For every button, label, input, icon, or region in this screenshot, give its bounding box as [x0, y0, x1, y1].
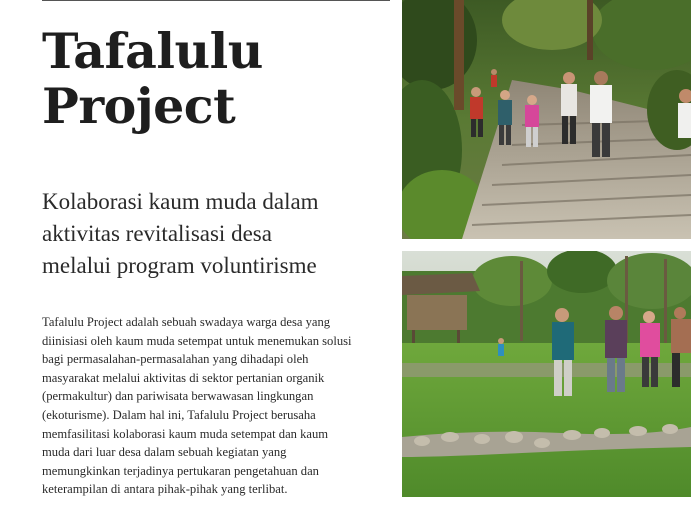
title-line-1: Tafalulu [42, 22, 263, 80]
body-line: keterampilan di antara pihak-pihak yang terlibat. [42, 482, 288, 497]
body-line: memfasilitasi kolaborasi kaum muda setempat dan kaum [42, 426, 329, 441]
body-line: diinisiasi oleh kaum muda setempat untuk menemukan solusi [42, 333, 352, 348]
body-paragraph [42, 313, 392, 499]
subtitle-line: melalui program voluntirisme [42, 253, 317, 278]
top-rule [42, 0, 390, 1]
body-line: (permakultur) dan pariwisata berwawasan lingkungan [42, 389, 314, 404]
body-line: memungkinkan terjadinya pertukaran pengetahuan dan [42, 463, 319, 478]
subtitle-line: Kolaborasi kaum muda dalam [42, 189, 319, 214]
photo-stone-steps [402, 0, 691, 239]
body-line: Tafalulu Project adalah sebuah swadaya warga desa yang [42, 315, 331, 329]
page-title [42, 24, 392, 134]
photo-rice-field [402, 251, 691, 497]
subtitle-line: aktivitas revitalisasi desa [42, 221, 272, 246]
body-line: (ekoturisme). Dalam hal ini, Tafalulu Project berusaha [42, 407, 316, 422]
body-line: bagi permasalahan-permasalahan yang dihadapi oleh [42, 352, 309, 367]
title-line-2: Project [42, 77, 236, 135]
body-line: muda dari luar desa dalam sebuah kegiatan yang [42, 445, 287, 460]
body-line: masyarakat melalui aktivitas di sektor pertanian organik [42, 370, 325, 385]
subtitle [42, 186, 392, 282]
